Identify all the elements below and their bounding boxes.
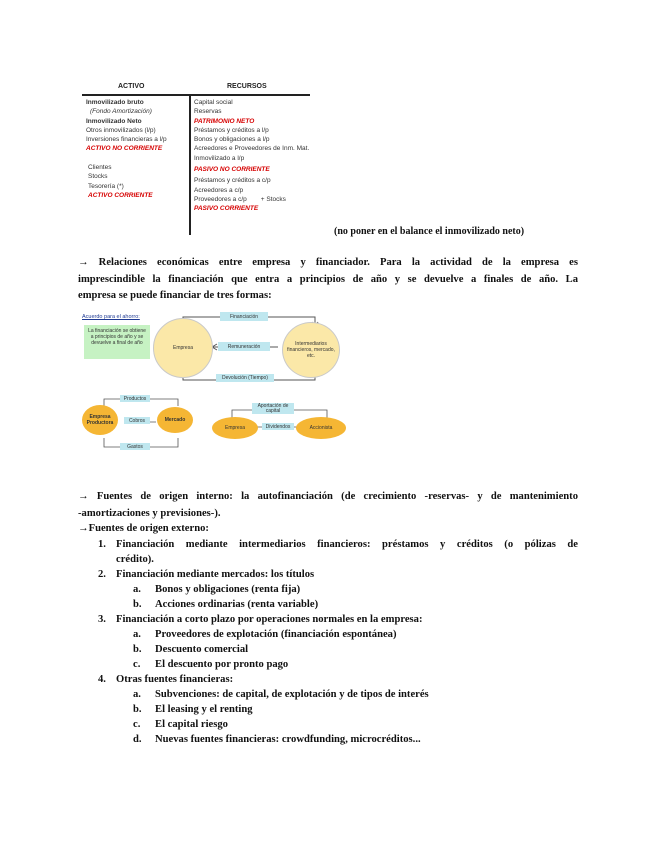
activo-line: ACTIVO NO CORRIENTE xyxy=(86,145,163,153)
activo-line: Inversiones financieras a l/p xyxy=(86,136,167,144)
recursos-line: Préstamos y créditos a c/p xyxy=(194,177,271,185)
activo-column xyxy=(86,98,167,200)
list-number: 1. xyxy=(98,539,106,550)
financiacion-box: Financiación xyxy=(220,312,268,321)
recursos-line: Acreedores a c/p xyxy=(194,186,244,194)
recursos-line: PATRIMONIO NETO xyxy=(194,117,255,125)
list-letter: a. xyxy=(133,629,141,640)
list-number: 4. xyxy=(98,674,106,685)
activo-line: Tesorería (*) xyxy=(88,182,124,190)
list-letter: b. xyxy=(133,599,142,610)
list-subitem xyxy=(98,582,578,597)
recursos-line: Bonos y obligaciones a l/p xyxy=(194,136,270,144)
list-item-text: Otras fuentes financieras: xyxy=(116,674,234,685)
list-item-text: Nuevas fuentes financieras: crowdfunding, microcréditos... xyxy=(155,734,421,745)
paragraph-internal-sources xyxy=(78,489,578,522)
activo-line xyxy=(86,154,167,163)
list-item-text: Financiación a corto plazo por operaciones normales en la empresa: xyxy=(116,614,423,625)
gastos-box: Gastos xyxy=(120,443,150,450)
activo-line: (Fondo Amortización) xyxy=(90,108,152,116)
external-sources-title: →Fuentes de origen externo: xyxy=(78,523,209,534)
proveedores-extra: + Stocks xyxy=(260,195,286,203)
recursos-line: PASIVO CORRIENTE xyxy=(194,205,259,213)
list-item-text: Proveedores de explotación (financiación espontánea) xyxy=(155,629,397,640)
list-letter: d. xyxy=(133,734,142,745)
activo-line: Inmovilizado Neto xyxy=(86,117,142,125)
activo-line: Clientes xyxy=(88,164,112,172)
list-subitem xyxy=(98,657,578,672)
paragraph-line: → Fuentes de origen interno: la autofinanciación (de crecimiento -reservas- y de mantenimiento xyxy=(78,491,578,502)
list-item-text: El leasing y el renting xyxy=(155,704,253,715)
list-item-text: El descuento por pronto pago xyxy=(155,659,289,670)
list-letter: c. xyxy=(133,659,141,670)
activo-line: Otros inmovilizados (l/p) xyxy=(86,126,156,134)
list-subitem xyxy=(98,702,578,717)
small-empresa-ellipse: Empresa Productora xyxy=(82,405,118,435)
list-item-text: El capital riesgo xyxy=(155,719,228,730)
productos-box: Productos xyxy=(120,395,150,402)
recursos-column xyxy=(194,98,309,214)
list-subitem xyxy=(98,642,578,657)
list-item xyxy=(98,672,578,687)
recursos-line: Reservas xyxy=(194,108,222,116)
aportacion-box: Aportación de capital xyxy=(252,403,294,414)
paragraph-line: → Relaciones económicas entre empresa y financiador. Para la actividad de la empresa es xyxy=(78,257,578,268)
list-number: 3. xyxy=(98,614,106,625)
paragraph-relations xyxy=(78,255,578,305)
activo-header: ACTIVO xyxy=(118,83,145,90)
list-subitem xyxy=(98,732,578,747)
diagram-green-note: La financiación se obtiene a principios de año y se devuelve a final de año xyxy=(84,325,150,359)
small-mercado-ellipse: Mercado xyxy=(157,407,193,433)
balance-divider xyxy=(189,95,191,235)
list-number: 2. xyxy=(98,569,106,580)
recursos-line: Acreedores e Proveedores de Inm. Mat. xyxy=(194,145,310,153)
list-item-text: Financiación mediante mercados: los títulos xyxy=(116,569,315,580)
recursos-line xyxy=(194,195,309,204)
list-letter: b. xyxy=(133,704,142,715)
remuneracion-box: Remuneración xyxy=(218,342,270,351)
cobros-box: Cobros xyxy=(124,417,150,424)
proveedores-label: Proveedores a c/p xyxy=(194,195,247,203)
recursos-header: RECURSOS xyxy=(227,83,267,90)
paragraph-line: empresa se puede financiar de tres formas: xyxy=(78,290,272,301)
list-letter: c. xyxy=(133,719,141,730)
paragraph-line: -amortizaciones y previsiones-). xyxy=(78,507,221,519)
recursos-line: PASIVO NO CORRIENTE xyxy=(194,166,270,174)
empresa-circle: Empresa xyxy=(153,318,213,378)
recursos-line: Préstamos y créditos a l/p xyxy=(194,126,269,134)
activo-line: ACTIVO CORRIENTE xyxy=(88,191,153,199)
paragraph-line: imprescindible la financiación que entra a principios de año y se devuelve a finales de año. La xyxy=(78,273,578,285)
list-item-text: Financiación mediante intermediarios financieros: préstamos y créditos (o pólizas de xyxy=(116,539,578,550)
activo-line: Inmovilizado bruto xyxy=(86,99,144,106)
list-item xyxy=(98,567,578,582)
list-subitem xyxy=(98,597,578,612)
intermediarios-circle: Intermediarios financieros, mercado, etc. xyxy=(282,322,340,378)
list-item-text: Bonos y obligaciones (renta fija) xyxy=(155,584,301,595)
list-item xyxy=(98,612,578,627)
activo-line: Stocks xyxy=(88,173,108,181)
right-accionista-ellipse: Accionista xyxy=(296,417,346,439)
list-subitem xyxy=(98,717,578,732)
recursos-line: Inmovilizado a l/p xyxy=(194,154,245,162)
list-letter: a. xyxy=(133,584,141,595)
list-item-text: Acciones ordinarias (renta variable) xyxy=(155,599,319,610)
list-subitem xyxy=(98,627,578,642)
balance-note: (no poner en el balance el inmovilizado neto) xyxy=(334,226,525,237)
devolucion-box: Devolución (Tiempo) xyxy=(216,374,274,382)
diagram-title: Acuerdo para el ahorro: xyxy=(82,314,140,320)
recursos-line: Capital social xyxy=(194,99,233,106)
external-sources-list xyxy=(98,537,578,747)
list-letter: a. xyxy=(133,689,141,700)
list-letter: b. xyxy=(133,644,142,655)
list-item-text: crédito). xyxy=(116,554,154,565)
dividendos-box: Dividendos xyxy=(262,423,294,430)
list-item-text: Subvenciones: de capital, de explotación y de tipos de interés xyxy=(155,689,429,700)
list-item-text: Descuento comercial xyxy=(155,644,249,655)
list-item xyxy=(98,537,578,567)
right-empresa-ellipse: Empresa xyxy=(212,417,258,439)
balance-header-rule xyxy=(82,94,310,96)
list-subitem xyxy=(98,687,578,702)
